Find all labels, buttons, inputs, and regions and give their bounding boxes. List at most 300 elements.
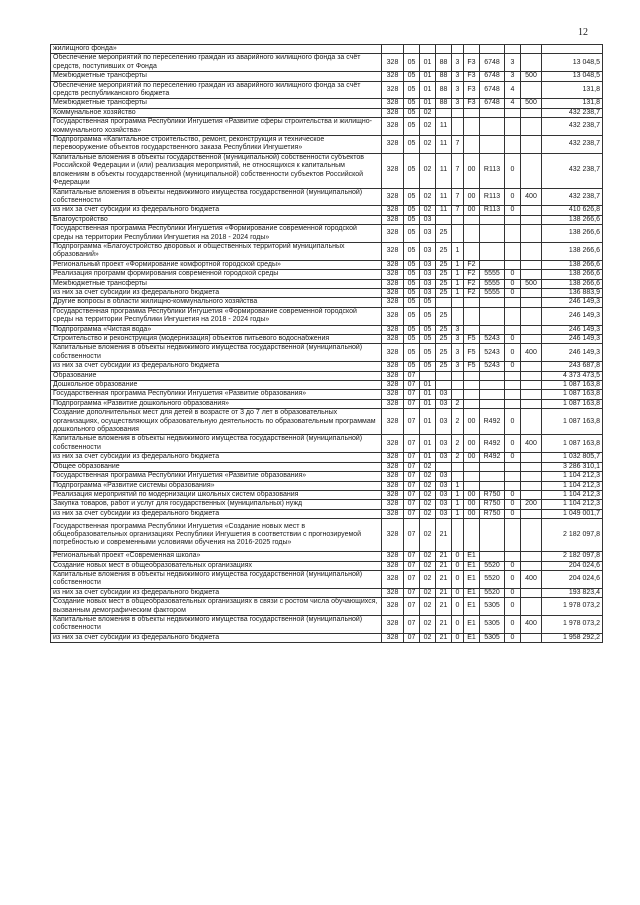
table-row <box>51 81 603 99</box>
cell-expense-type <box>521 472 542 481</box>
cell-name: Другие вопросы в области жилищно-коммунального хозяйства <box>51 298 382 307</box>
cell-subsection: 02 <box>420 561 436 570</box>
cell-admin: 328 <box>382 519 404 552</box>
cell-program: 03 <box>436 453 452 462</box>
cell-amount: 138 266,6 <box>542 270 603 279</box>
table-row <box>51 561 603 570</box>
cell-admin: 328 <box>382 362 404 371</box>
cell-admin: 328 <box>382 490 404 499</box>
cell-subsection: 03 <box>420 225 436 243</box>
cell-subprogram: 0 <box>452 598 464 616</box>
cell-direction <box>464 472 480 481</box>
cell-code-sub: 0 <box>505 490 521 499</box>
cell-program: 25 <box>436 307 452 325</box>
cell-subsection: 02 <box>420 490 436 499</box>
cell-code <box>480 298 505 307</box>
cell-name: Подпрограмма «Капитальное строительство, ремонт, реконструкция и техническое перевооружение объектов государственного заказа Республики Ингушетия» <box>51 136 382 154</box>
cell-subprogram <box>452 462 464 471</box>
cell-amount: 131,8 <box>542 81 603 99</box>
cell-direction: 00 <box>464 435 480 453</box>
cell-code: R492 <box>480 435 505 453</box>
cell-direction <box>464 215 480 224</box>
cell-direction: F2 <box>464 270 480 279</box>
cell-name: из них за счет субсидии из федерального бюджета <box>51 588 382 597</box>
cell-subsection: 01 <box>420 390 436 399</box>
cell-expense-type <box>521 81 542 99</box>
cell-name: Образование <box>51 371 382 380</box>
cell-admin: 328 <box>382 570 404 588</box>
cell-name: Межбюджетные трансферты <box>51 72 382 81</box>
cell-direction: F2 <box>464 260 480 269</box>
cell-program: 21 <box>436 615 452 633</box>
cell-program: 21 <box>436 633 452 642</box>
cell-section <box>404 45 420 54</box>
cell-code <box>480 108 505 117</box>
cell-direction: F5 <box>464 344 480 362</box>
table-row <box>51 344 603 362</box>
cell-amount: 432 238,7 <box>542 118 603 136</box>
cell-expense-type: 500 <box>521 279 542 288</box>
cell-program: 21 <box>436 598 452 616</box>
cell-amount: 1 087 163,8 <box>542 381 603 390</box>
cell-section: 07 <box>404 500 420 509</box>
cell-program: 25 <box>436 270 452 279</box>
cell-subsection: 02 <box>420 153 436 188</box>
cell-direction <box>464 399 480 408</box>
cell-code-sub: 0 <box>505 344 521 362</box>
cell-direction: F2 <box>464 288 480 297</box>
cell-amount: 204 024,6 <box>542 570 603 588</box>
cell-direction <box>464 45 480 54</box>
cell-expense-type <box>521 325 542 334</box>
page-number: 12 <box>578 27 588 38</box>
cell-code: 5520 <box>480 588 505 597</box>
cell-code: 5305 <box>480 598 505 616</box>
cell-amount: 13 048,5 <box>542 72 603 81</box>
cell-expense-type <box>521 561 542 570</box>
table-row <box>51 260 603 269</box>
cell-subsection <box>420 45 436 54</box>
cell-expense-type <box>521 390 542 399</box>
cell-subsection: 05 <box>420 335 436 344</box>
cell-name: Капитальные вложения в объекты недвижимого имущества государственной (муниципальной) собственности <box>51 615 382 633</box>
cell-program: 11 <box>436 118 452 136</box>
cell-admin: 328 <box>382 472 404 481</box>
cell-program: 88 <box>436 81 452 99</box>
cell-section: 05 <box>404 307 420 325</box>
cell-code <box>480 118 505 136</box>
cell-code <box>480 519 505 552</box>
cell-name: Подпрограмма «Чистая вода» <box>51 325 382 334</box>
cell-section: 05 <box>404 225 420 243</box>
table-row <box>51 362 603 371</box>
cell-code: R113 <box>480 206 505 215</box>
cell-amount: 432 238,7 <box>542 136 603 154</box>
cell-direction: E1 <box>464 552 480 561</box>
cell-direction: 00 <box>464 500 480 509</box>
cell-expense-type <box>521 215 542 224</box>
cell-amount: 1 104 212,3 <box>542 472 603 481</box>
cell-section: 07 <box>404 399 420 408</box>
cell-code: 5243 <box>480 362 505 371</box>
cell-direction: F3 <box>464 54 480 72</box>
cell-name: Капитальные вложения в объекты недвижимого имущества государственной (муниципальной) собственности <box>51 570 382 588</box>
cell-subsection: 02 <box>420 118 436 136</box>
cell-admin: 328 <box>382 215 404 224</box>
cell-direction: 00 <box>464 206 480 215</box>
cell-code-sub <box>505 552 521 561</box>
cell-direction <box>464 242 480 260</box>
cell-code-sub: 0 <box>505 188 521 206</box>
cell-direction: F5 <box>464 335 480 344</box>
cell-name: Обеспечение мероприятий по переселению граждан из аварийного жилищного фонда за счёт средств республиканского бюджета <box>51 81 382 99</box>
cell-name: Дошкольное образование <box>51 381 382 390</box>
cell-amount: 1 087 163,8 <box>542 390 603 399</box>
cell-subprogram: 3 <box>452 81 464 99</box>
cell-subsection: 01 <box>420 381 436 390</box>
cell-admin: 328 <box>382 153 404 188</box>
cell-program: 03 <box>436 509 452 518</box>
cell-subsection: 03 <box>420 242 436 260</box>
table-body <box>51 45 603 643</box>
cell-direction: E1 <box>464 598 480 616</box>
cell-section: 07 <box>404 519 420 552</box>
table-row <box>51 99 603 108</box>
cell-code: 6748 <box>480 81 505 99</box>
cell-admin: 328 <box>382 435 404 453</box>
cell-name: Создание новых мест в общеобразовательных организациях в связи с ростом числа обучающихся, вызванным демографическим фактором <box>51 598 382 616</box>
cell-code-sub <box>505 399 521 408</box>
cell-section: 07 <box>404 435 420 453</box>
cell-section: 05 <box>404 206 420 215</box>
cell-name: Региональный проект «Современная школа» <box>51 552 382 561</box>
cell-code: R750 <box>480 509 505 518</box>
table-row <box>51 188 603 206</box>
cell-admin: 328 <box>382 390 404 399</box>
cell-program: 88 <box>436 72 452 81</box>
cell-expense-type <box>521 371 542 380</box>
cell-name: из них за счет субсидии из федерального бюджета <box>51 362 382 371</box>
cell-subprogram: 1 <box>452 490 464 499</box>
cell-admin: 328 <box>382 335 404 344</box>
cell-subsection: 03 <box>420 288 436 297</box>
cell-code-sub: 0 <box>505 500 521 509</box>
cell-subprogram <box>452 371 464 380</box>
cell-subsection: 02 <box>420 472 436 481</box>
cell-direction <box>464 381 480 390</box>
cell-admin: 328 <box>382 325 404 334</box>
cell-direction <box>464 108 480 117</box>
cell-program: 03 <box>436 490 452 499</box>
cell-amount: 243 687,8 <box>542 362 603 371</box>
cell-direction: 00 <box>464 453 480 462</box>
cell-subsection: 02 <box>420 136 436 154</box>
cell-expense-type <box>521 45 542 54</box>
cell-admin: 328 <box>382 588 404 597</box>
cell-direction <box>464 118 480 136</box>
cell-name: Капитальные вложения в объекты государственной (муниципальной) собственности субъектов Российской Федерации и (или) реализация мероприятий, не относящихся к капитальным вложениям в объекты государственной (муниципальной) собственности субъектов Российской Федерации <box>51 153 382 188</box>
cell-code-sub <box>505 45 521 54</box>
cell-amount: 131,8 <box>542 99 603 108</box>
table-row <box>51 453 603 462</box>
table-row <box>51 270 603 279</box>
cell-code-sub <box>505 298 521 307</box>
table-row <box>51 45 603 54</box>
cell-program: 25 <box>436 279 452 288</box>
table-row <box>51 136 603 154</box>
cell-program: 88 <box>436 54 452 72</box>
cell-program: 11 <box>436 206 452 215</box>
cell-code-sub: 0 <box>505 153 521 188</box>
cell-section: 07 <box>404 481 420 490</box>
cell-name: из них за счет субсидии из федерального бюджета <box>51 288 382 297</box>
cell-code-sub <box>505 325 521 334</box>
cell-program <box>436 371 452 380</box>
cell-name: Государственная программа Республики Ингушетия «Развитие сферы строительства и жилищно-коммунального хозяйства» <box>51 118 382 136</box>
table-row <box>51 598 603 616</box>
cell-section: 07 <box>404 552 420 561</box>
cell-expense-type <box>521 270 542 279</box>
cell-subprogram: 0 <box>452 615 464 633</box>
cell-admin: 328 <box>382 270 404 279</box>
cell-section: 05 <box>404 118 420 136</box>
cell-subsection: 02 <box>420 615 436 633</box>
cell-amount: 246 149,3 <box>542 344 603 362</box>
cell-admin: 328 <box>382 371 404 380</box>
table-row <box>51 570 603 588</box>
cell-code: R750 <box>480 490 505 499</box>
table-row <box>51 225 603 243</box>
cell-name: Государственная программа Республики Ингушетия «Формирование современной городской среды на территории Республики Ингушетия на 2018 - 2024 годы» <box>51 307 382 325</box>
table-row <box>51 481 603 490</box>
cell-subprogram: 1 <box>452 500 464 509</box>
cell-name: Межбюджетные трансферты <box>51 279 382 288</box>
cell-amount: 1 087 163,8 <box>542 435 603 453</box>
cell-code-sub <box>505 462 521 471</box>
cell-expense-type <box>521 462 542 471</box>
cell-code-sub <box>505 215 521 224</box>
cell-subsection: 05 <box>420 344 436 362</box>
cell-subprogram: 2 <box>452 409 464 435</box>
cell-program <box>436 215 452 224</box>
cell-code-sub: 0 <box>505 288 521 297</box>
cell-subprogram: 3 <box>452 325 464 334</box>
cell-section: 05 <box>404 215 420 224</box>
table-row <box>51 206 603 215</box>
cell-direction: 00 <box>464 153 480 188</box>
cell-subprogram: 1 <box>452 260 464 269</box>
cell-amount: 246 149,3 <box>542 325 603 334</box>
cell-code: R750 <box>480 500 505 509</box>
cell-amount: 246 149,3 <box>542 335 603 344</box>
cell-admin <box>382 45 404 54</box>
cell-name: Коммунальное хозяйство <box>51 108 382 117</box>
cell-program: 25 <box>436 288 452 297</box>
cell-code: R492 <box>480 453 505 462</box>
cell-code-sub <box>505 519 521 552</box>
table-row <box>51 588 603 597</box>
cell-program: 25 <box>436 242 452 260</box>
cell-section: 07 <box>404 409 420 435</box>
table-row <box>51 381 603 390</box>
cell-code: 5555 <box>480 270 505 279</box>
cell-code <box>480 260 505 269</box>
cell-amount: 2 182 097,8 <box>542 519 603 552</box>
cell-expense-type: 400 <box>521 344 542 362</box>
cell-expense-type <box>521 307 542 325</box>
cell-expense-type <box>521 54 542 72</box>
cell-admin: 328 <box>382 242 404 260</box>
cell-section: 07 <box>404 472 420 481</box>
cell-direction <box>464 481 480 490</box>
cell-code-sub <box>505 390 521 399</box>
cell-code-sub: 0 <box>505 453 521 462</box>
cell-direction <box>464 136 480 154</box>
cell-section: 05 <box>404 270 420 279</box>
table-row <box>51 279 603 288</box>
cell-direction: F3 <box>464 81 480 99</box>
table-row <box>51 215 603 224</box>
cell-name: из них за счет субсидии из федерального бюджета <box>51 509 382 518</box>
cell-section: 07 <box>404 390 420 399</box>
cell-section: 05 <box>404 325 420 334</box>
cell-name: Региональный проект «Формирование комфортной городской среды» <box>51 260 382 269</box>
cell-code-sub: 0 <box>505 588 521 597</box>
cell-expense-type <box>521 399 542 408</box>
cell-section: 07 <box>404 633 420 642</box>
cell-code-sub: 4 <box>505 81 521 99</box>
table-row <box>51 435 603 453</box>
cell-name: Капитальные вложения в объекты недвижимого имущества государственной (муниципальной) собственности <box>51 435 382 453</box>
cell-subprogram <box>452 215 464 224</box>
cell-program <box>436 462 452 471</box>
cell-code-sub: 0 <box>505 561 521 570</box>
cell-section: 05 <box>404 344 420 362</box>
cell-admin: 328 <box>382 344 404 362</box>
cell-direction: 00 <box>464 188 480 206</box>
cell-code: 6748 <box>480 54 505 72</box>
cell-subsection: 01 <box>420 399 436 408</box>
cell-code: 5555 <box>480 279 505 288</box>
cell-admin: 328 <box>382 598 404 616</box>
cell-name: Подпрограмма «Развитие системы образования» <box>51 481 382 490</box>
cell-code-sub <box>505 472 521 481</box>
cell-admin: 328 <box>382 260 404 269</box>
cell-expense-type <box>521 633 542 642</box>
cell-section: 07 <box>404 462 420 471</box>
cell-expense-type <box>521 225 542 243</box>
cell-subsection: 01 <box>420 72 436 81</box>
cell-code: 5555 <box>480 288 505 297</box>
cell-admin: 328 <box>382 279 404 288</box>
cell-code-sub: 0 <box>505 206 521 215</box>
cell-admin: 328 <box>382 509 404 518</box>
cell-subsection: 05 <box>420 325 436 334</box>
cell-program: 25 <box>436 344 452 362</box>
table-row <box>51 307 603 325</box>
cell-code-sub: 0 <box>505 615 521 633</box>
cell-direction <box>464 371 480 380</box>
cell-code-sub <box>505 371 521 380</box>
cell-code-sub: 0 <box>505 509 521 518</box>
cell-direction: E1 <box>464 561 480 570</box>
cell-admin: 328 <box>382 298 404 307</box>
cell-subprogram <box>452 472 464 481</box>
cell-subprogram: 1 <box>452 270 464 279</box>
cell-program: 03 <box>436 435 452 453</box>
cell-amount: 1 104 212,3 <box>542 490 603 499</box>
table-row <box>51 108 603 117</box>
cell-section: 07 <box>404 561 420 570</box>
cell-expense-type <box>521 288 542 297</box>
cell-subprogram <box>452 519 464 552</box>
cell-subsection: 02 <box>420 509 436 518</box>
cell-subprogram: 3 <box>452 335 464 344</box>
table-row <box>51 409 603 435</box>
cell-amount: 1 087 163,8 <box>542 399 603 408</box>
cell-subsection <box>420 371 436 380</box>
cell-amount: 1 978 073,2 <box>542 598 603 616</box>
cell-code-sub: 0 <box>505 409 521 435</box>
cell-code-sub <box>505 381 521 390</box>
cell-code-sub: 0 <box>505 435 521 453</box>
cell-code: 5520 <box>480 561 505 570</box>
cell-code-sub: 0 <box>505 633 521 642</box>
cell-code <box>480 325 505 334</box>
cell-code <box>480 136 505 154</box>
cell-section: 07 <box>404 381 420 390</box>
cell-section: 05 <box>404 279 420 288</box>
cell-name: Капитальные вложения в объекты недвижимого имущества государственной (муниципальной) собственности <box>51 344 382 362</box>
cell-expense-type <box>521 381 542 390</box>
cell-admin: 328 <box>382 399 404 408</box>
cell-subsection: 01 <box>420 81 436 99</box>
cell-subprogram <box>452 307 464 325</box>
cell-section: 05 <box>404 298 420 307</box>
cell-admin: 328 <box>382 453 404 462</box>
cell-amount: 138 266,6 <box>542 242 603 260</box>
cell-admin: 328 <box>382 72 404 81</box>
cell-subprogram <box>452 225 464 243</box>
cell-admin: 328 <box>382 381 404 390</box>
cell-expense-type <box>521 118 542 136</box>
cell-amount: 246 149,3 <box>542 298 603 307</box>
cell-code-sub <box>505 242 521 260</box>
cell-program: 21 <box>436 570 452 588</box>
cell-code <box>480 472 505 481</box>
cell-subprogram: 2 <box>452 435 464 453</box>
cell-program: 25 <box>436 225 452 243</box>
table-row <box>51 500 603 509</box>
cell-amount <box>542 45 603 54</box>
cell-admin: 328 <box>382 108 404 117</box>
cell-expense-type: 400 <box>521 615 542 633</box>
cell-direction: F5 <box>464 362 480 371</box>
table-row <box>51 325 603 334</box>
cell-admin: 328 <box>382 188 404 206</box>
cell-program: 03 <box>436 390 452 399</box>
cell-subprogram: 3 <box>452 54 464 72</box>
cell-section: 05 <box>404 153 420 188</box>
cell-section: 07 <box>404 371 420 380</box>
cell-amount: 3 286 310,1 <box>542 462 603 471</box>
cell-direction: E1 <box>464 570 480 588</box>
cell-program: 25 <box>436 335 452 344</box>
cell-subprogram <box>452 108 464 117</box>
cell-name: Создание дополнительных мест для детей в возрасте от 3 до 7 лет в образовательных организациях, осуществляющих образовательную деятельность по образовательным программам дошкольного образования <box>51 409 382 435</box>
cell-direction: 00 <box>464 409 480 435</box>
table-row <box>51 72 603 81</box>
